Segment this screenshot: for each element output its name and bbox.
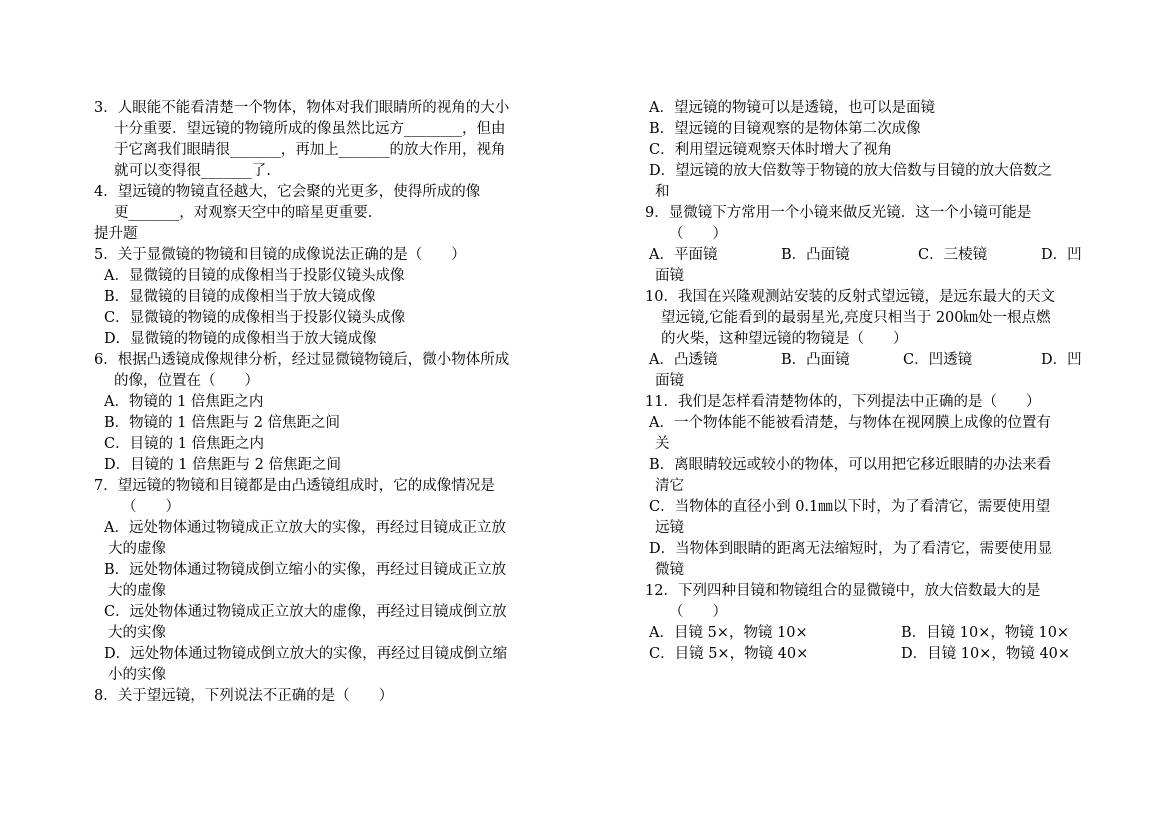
q5-option-b: B．显微镜的目镜的成像相当于放大镜成像 xyxy=(104,289,376,305)
q3-line-1: 3．人眼能不能看清楚一个物体，物体对我们眼睛所的视角的大小 xyxy=(94,100,510,116)
q12-option-b: B．目镜 10×，物镜 10× xyxy=(901,625,1070,641)
q3-line-3: 于它离我们眼睛很_______，再加上_______的放大作用，视角 xyxy=(114,142,506,158)
q12-option-a: A．目镜 5×，物镜 10× xyxy=(649,625,808,641)
q11-option-b: B．离眼睛较远或较小的物体，可以用把它移近眼睛的办法来看 xyxy=(649,457,1052,473)
q7-option-a-cont: 大的虚像 xyxy=(108,541,166,557)
q6-option-c: C．目镜的 1 倍焦距之内 xyxy=(104,436,265,452)
q11-option-a: A．一个物体能不能被看清楚，与物体在视网膜上成像的位置有 xyxy=(649,415,1051,431)
q6-stem: 6．根据凸透镜成像规律分析，经过显微镜物镜后，微小物体所成 xyxy=(94,352,510,368)
q4-line-1: 4．望远镜的物镜直径越大，它会聚的光更多，使得所成的像 xyxy=(94,184,481,200)
q9-option-b: B．凸面镜 xyxy=(781,247,850,263)
q11-option-d-cont: 微镜 xyxy=(655,562,684,578)
q7-option-c: C．远处物体通过物镜成正立放大的虚像，再经过目镜成倒立放 xyxy=(104,604,507,620)
q10-option-b: B．凸面镜 xyxy=(781,352,850,368)
q6-option-b: B．物镜的 1 倍焦距与 2 倍焦距之间 xyxy=(104,415,341,431)
q10-option-d: D．凹 xyxy=(1041,352,1082,368)
q12-stem-cont: （ ） xyxy=(669,604,727,620)
q6-stem-cont: 的像，位置在（ ） xyxy=(114,373,259,389)
q9-option-d-cont: 面镜 xyxy=(655,268,684,284)
q8-option-c: C．利用望远镜观察天体时增大了视角 xyxy=(649,142,893,158)
q12-option-c: C．目镜 5×，物镜 40× xyxy=(649,646,809,662)
q10-stem-cont-2: 的火柴，这种望远镜的物镜是（ ） xyxy=(661,331,908,347)
q4-line-2: 更_______，对观察天空中的暗星更重要. xyxy=(114,205,373,221)
q8-option-b: B．望远镜的目镜观察的是物体第二次成像 xyxy=(649,121,921,137)
q10-stem: 10．我国在兴隆观测站安装的反射式望远镜，是远东最大的天文 xyxy=(645,289,1055,305)
q10-option-a: A．凸透镜 xyxy=(649,352,718,368)
q7-option-a: A．远处物体通过物镜成正立放大的实像，再经过目镜成正立放 xyxy=(104,520,506,536)
q9-option-a: A．平面镜 xyxy=(649,247,718,263)
q12-options-row-2 xyxy=(645,644,1085,665)
q11-option-b-cont: 清它 xyxy=(655,478,684,494)
q9-options-row xyxy=(645,245,1085,266)
q11-option-a-cont: 关 xyxy=(655,436,670,452)
left-column xyxy=(94,98,534,707)
q9-option-c: C．三棱镜 xyxy=(918,247,988,263)
q10-option-c: C．凹透镜 xyxy=(903,352,973,368)
q5-stem: 5．关于显微镜的物镜和目镜的成像说法正确的是（ ） xyxy=(94,247,466,263)
q7-option-b-cont: 大的虚像 xyxy=(108,583,166,599)
q7-option-b: B．远处物体通过物镜成倒立缩小的实像，再经过目镜成正立放 xyxy=(104,562,507,578)
q9-stem: 9．显微镜下方常用一个小镜来做反光镜．这一个小镜可能是 xyxy=(645,205,1032,221)
q7-stem-cont: （ ） xyxy=(122,499,180,515)
q7-option-c-cont: 大的实像 xyxy=(108,625,166,641)
q3-line-2: 十分重要．望远镜的物镜所成的像虽然比远方________，但由 xyxy=(114,121,506,137)
q5-option-c: C．显微镜的物镜的成像相当于投影仪镜头成像 xyxy=(104,310,406,326)
q7-option-d-cont: 小的实像 xyxy=(108,667,166,683)
q10-stem-cont-1: 望远镜,它能看到的最弱星光,亮度只相当于 200㎞处一根点燃 xyxy=(661,310,1051,326)
q8-stem: 8．关于望远镜，下列说法不正确的是（ ） xyxy=(94,688,394,704)
q8-option-d-cont: 和 xyxy=(655,184,670,200)
q8-option-d: D．望远镜的放大倍数等于物镜的放大倍数与目镜的放大倍数之 xyxy=(649,163,1053,179)
q7-stem: 7．望远镜的物镜和目镜都是由凸透镜组成时，它的成像情况是 xyxy=(94,478,495,494)
q5-option-d: D．显微镜的物镜的成像相当于放大镜成像 xyxy=(104,331,377,347)
q9-stem-cont: （ ） xyxy=(669,226,727,242)
q12-stem: 12．下列四种目镜和物镜组合的显微镜中，放大倍数最大的是 xyxy=(645,583,1041,599)
q6-option-a: A．物镜的 1 倍焦距之内 xyxy=(104,394,264,410)
q10-options-row xyxy=(645,350,1085,371)
section-heading: 提升题 xyxy=(94,226,138,242)
q12-options-row-1 xyxy=(645,623,1085,644)
q11-option-d: D．当物体到眼睛的距离无法缩短时，为了看清它，需要使用显 xyxy=(649,541,1053,557)
q7-option-d: D．远处物体通过物镜成倒立放大的实像，再经过目镜成倒立缩 xyxy=(104,646,508,662)
q8-option-a: A．望远镜的物镜可以是透镜，也可以是面镜 xyxy=(649,100,935,116)
q11-stem: 11．我们是怎样看清楚物体的，下列提法中正确的是（ ） xyxy=(645,394,1041,410)
q5-option-a: A．显微镜的目镜的成像相当于投影仪镜头成像 xyxy=(104,268,405,284)
right-column xyxy=(645,98,1085,665)
q12-option-d: D．目镜 10×，物镜 40× xyxy=(901,646,1071,662)
q3-line-4: 就可以变得很_______了. xyxy=(114,163,271,179)
q11-option-c: C．当物体的直径小到 0.1㎜以下时，为了看清它，需要使用望 xyxy=(649,499,1051,515)
q11-option-c-cont: 远镜 xyxy=(655,520,684,536)
q6-option-d: D．目镜的 1 倍焦距与 2 倍焦距之间 xyxy=(104,457,342,473)
q10-option-d-cont: 面镜 xyxy=(655,373,684,389)
q9-option-d: D．凹 xyxy=(1041,247,1082,263)
